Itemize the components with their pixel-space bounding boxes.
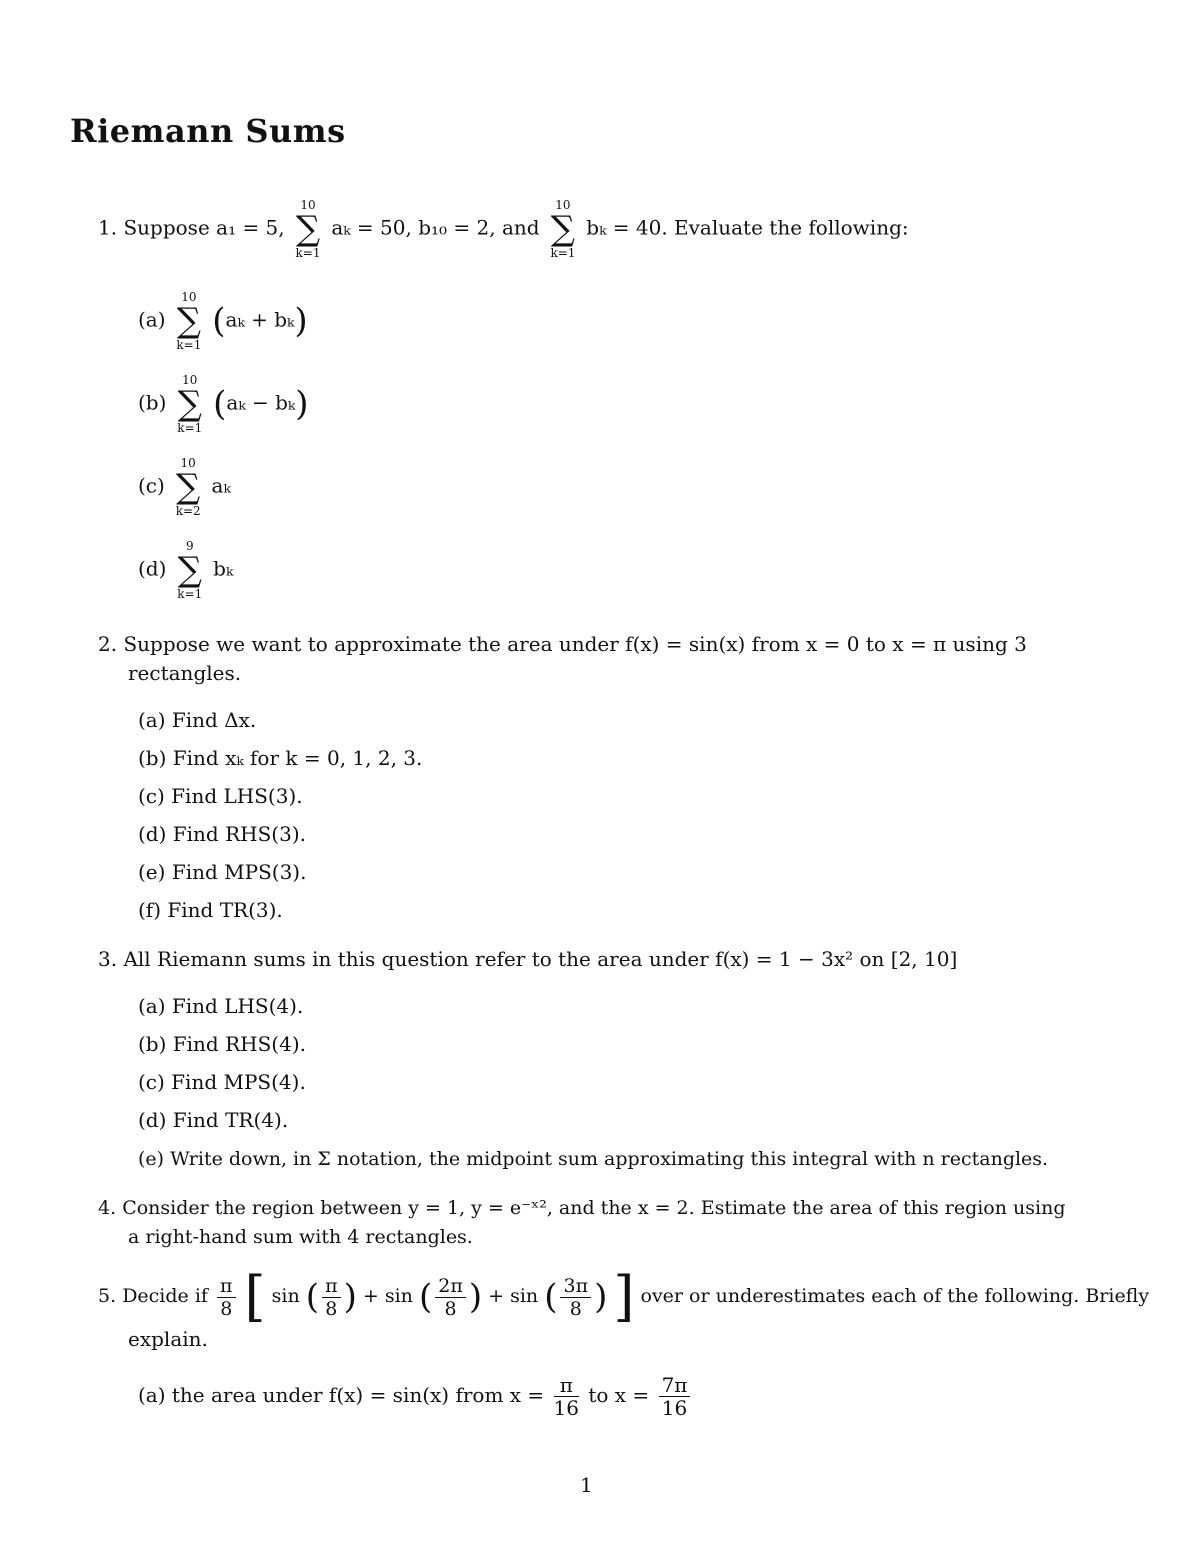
q2-part-c: (c) Find LHS(3). (138, 784, 303, 808)
q4-line2: a right-hand sum with 4 rectangles. (128, 1226, 473, 1248)
q1-part-c (138, 456, 231, 518)
question-number: 1. (98, 215, 118, 240)
question-2 (98, 630, 1027, 658)
fraction: $\frac{2\pi}{8}$ (435, 1275, 466, 1320)
question-number: 4. (98, 1197, 117, 1219)
sum-symbol: 10 ∑ k=1 (176, 290, 202, 352)
q2-part-f: (f) Find TR(3). (138, 898, 283, 922)
question-number: 2. (98, 632, 118, 656)
q1-part-a: (a) 10 ∑ k=1 (aₖ + bₖ) (138, 290, 308, 352)
question-4 (98, 1194, 1066, 1222)
sum-symbol: 10 ∑ k=2 (175, 456, 201, 518)
q5-text-post: over or underestimates each of the following. Briefly (640, 1285, 1150, 1307)
q3-part-e: (e) Write down, in Σ notation, the midpoint sum approximating this integral with n rectangles. (138, 1148, 1049, 1170)
q2-line2: rectangles. (128, 661, 242, 685)
sum-symbol: 10 ∑ k=1 (550, 198, 576, 260)
q2-part-b: (b) Find xₖ for k = 0, 1, 2, 3. (138, 746, 423, 770)
part-text: to x = (588, 1383, 650, 1407)
q1-text-post: bₖ = 40. Evaluate the following: (586, 215, 909, 240)
part-label: (d) (138, 556, 167, 581)
sum-symbol: 9 ∑ k=1 (177, 539, 203, 601)
q1-part-d (138, 539, 233, 601)
part-expression: aₖ − bₖ (226, 390, 296, 415)
question-number: 5. (98, 1285, 117, 1307)
q2-part-d: (d) Find RHS(3). (138, 822, 306, 846)
fraction: $\frac{\pi}{16}$ (553, 1373, 579, 1420)
question-3 (98, 945, 957, 973)
question-5: 5. Decide if $\frac{\pi}{8}$ [ sin ( $\frac{\pi}{8}$ ) + sin ( $\frac{2\pi}{8}$ ) + sin ( $\frac{3\pi}{8}$ ) ] over or underestimates each of the following. Briefly (98, 1265, 1150, 1328)
q2-line1: Suppose we want to approximate the area under f(x) = sin(x) from x = 0 to x = π using 3 (123, 632, 1027, 656)
part-label: (a) (138, 1383, 166, 1407)
q3-part-a: (a) Find LHS(4). (138, 994, 304, 1018)
q1-text-pre: Suppose a₁ = 5, (123, 215, 285, 240)
q5-part-a (138, 1370, 693, 1420)
q1-text-mid: aₖ = 50, b₁₀ = 2, and (331, 215, 540, 240)
page-number: 1 (580, 1473, 593, 1497)
sum-symbol: 10 ∑ k=1 (177, 373, 203, 435)
part-label: (a) (138, 307, 166, 332)
q3-part-b: (b) Find RHS(4). (138, 1032, 306, 1056)
part-label: (c) (138, 473, 165, 498)
fraction: $\frac{\pi}{8}$ (322, 1275, 341, 1320)
part-expression: aₖ (211, 473, 231, 498)
q2-part-e: (e) Find MPS(3). (138, 860, 307, 884)
q3-part-d: (d) Find TR(4). (138, 1108, 289, 1132)
q1-part-b: (b) 10 ∑ k=1 (aₖ − bₖ) (138, 373, 309, 435)
q3-part-c: (c) Find MPS(4). (138, 1070, 306, 1094)
part-expression: bₖ (213, 556, 234, 581)
q2-part-a: (a) Find Δx. (138, 708, 257, 732)
q5-line2: explain. (128, 1327, 208, 1351)
q5-text-pre: Decide if (122, 1285, 208, 1307)
question-1 (98, 198, 909, 260)
sum-symbol: 10 ∑ k=1 (295, 198, 321, 260)
q3-line1: All Riemann sums in this question refer to the area under f(x) = 1 − 3x² on [2, 10] (123, 947, 958, 971)
page-title: Riemann Sums (70, 112, 346, 150)
q4-line1: Consider the region between y = 1, y = e⁻ˣ², and the x = 2. Estimate the area of this region using (122, 1197, 1066, 1219)
question-number: 3. (98, 947, 118, 971)
fraction: $\frac{7\pi}{16}$ (659, 1374, 691, 1419)
part-expression: aₖ + bₖ (225, 307, 295, 332)
fraction: $\frac{\pi}{8}$ (217, 1275, 236, 1320)
part-text: the area under f(x) = sin(x) from x = (171, 1383, 545, 1407)
fraction: $\frac{3\pi}{8}$ (560, 1275, 591, 1320)
part-label: (b) (138, 390, 167, 415)
